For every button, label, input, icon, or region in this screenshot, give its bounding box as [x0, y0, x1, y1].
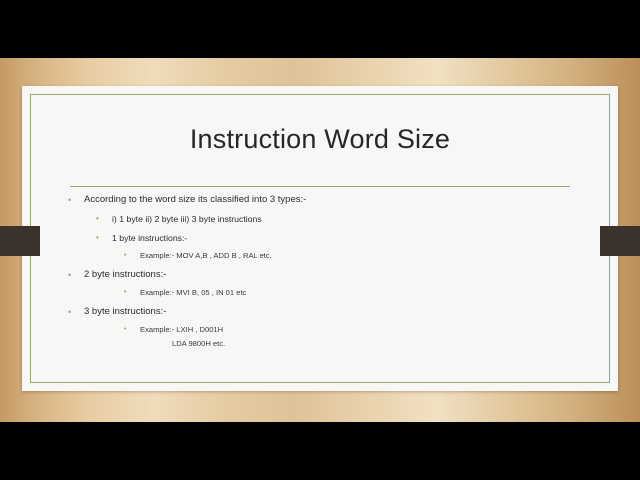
list-item-label: Example:- MOV A,B , ADD B , RAL etc. [140, 251, 272, 261]
decorative-tab-right [600, 226, 640, 256]
list-item-label: 2 byte instructions:- [84, 268, 167, 280]
list-item-label: Example:- LXIH , D001H [140, 325, 224, 335]
slide-card [22, 86, 618, 391]
list-item [62, 251, 590, 261]
decorative-tab-left [0, 226, 40, 256]
list-item-label: According to the word size its classified into 3 types:- [84, 194, 307, 205]
bullet-icon: • [124, 289, 127, 297]
bullet-icon: • [68, 306, 72, 317]
letterbox-bottom [0, 422, 640, 480]
bullet-icon: • [96, 232, 99, 242]
title-divider [70, 186, 570, 187]
slide-background [0, 58, 640, 422]
slide-content [22, 86, 618, 391]
bullet-icon: • [124, 252, 127, 260]
list-item [62, 269, 590, 282]
letterbox-top [0, 0, 640, 58]
list-item [62, 288, 590, 298]
bullet-icon: • [68, 269, 72, 280]
list-item-label: 1 byte instructions:- [112, 232, 188, 243]
list-item [62, 194, 590, 207]
list-item [62, 214, 590, 226]
bullet-icon: • [68, 195, 72, 205]
list-item-label: 3 byte instructions:- [84, 305, 167, 317]
list-item-label: Example:- MVI B, 05 , IN 01 etc [140, 288, 247, 298]
bullet-list [62, 194, 590, 355]
list-item [62, 325, 590, 335]
page-title: Instruction Word Size [189, 124, 451, 154]
bullet-icon: • [96, 213, 99, 223]
list-item [62, 233, 590, 245]
bullet-icon: • [124, 326, 127, 334]
list-item [62, 306, 590, 319]
list-item-continuation: LDA 9800H etc. [172, 338, 226, 348]
list-item-label: i) 1 byte ii) 2 byte iii) 3 byte instructions [112, 213, 262, 224]
